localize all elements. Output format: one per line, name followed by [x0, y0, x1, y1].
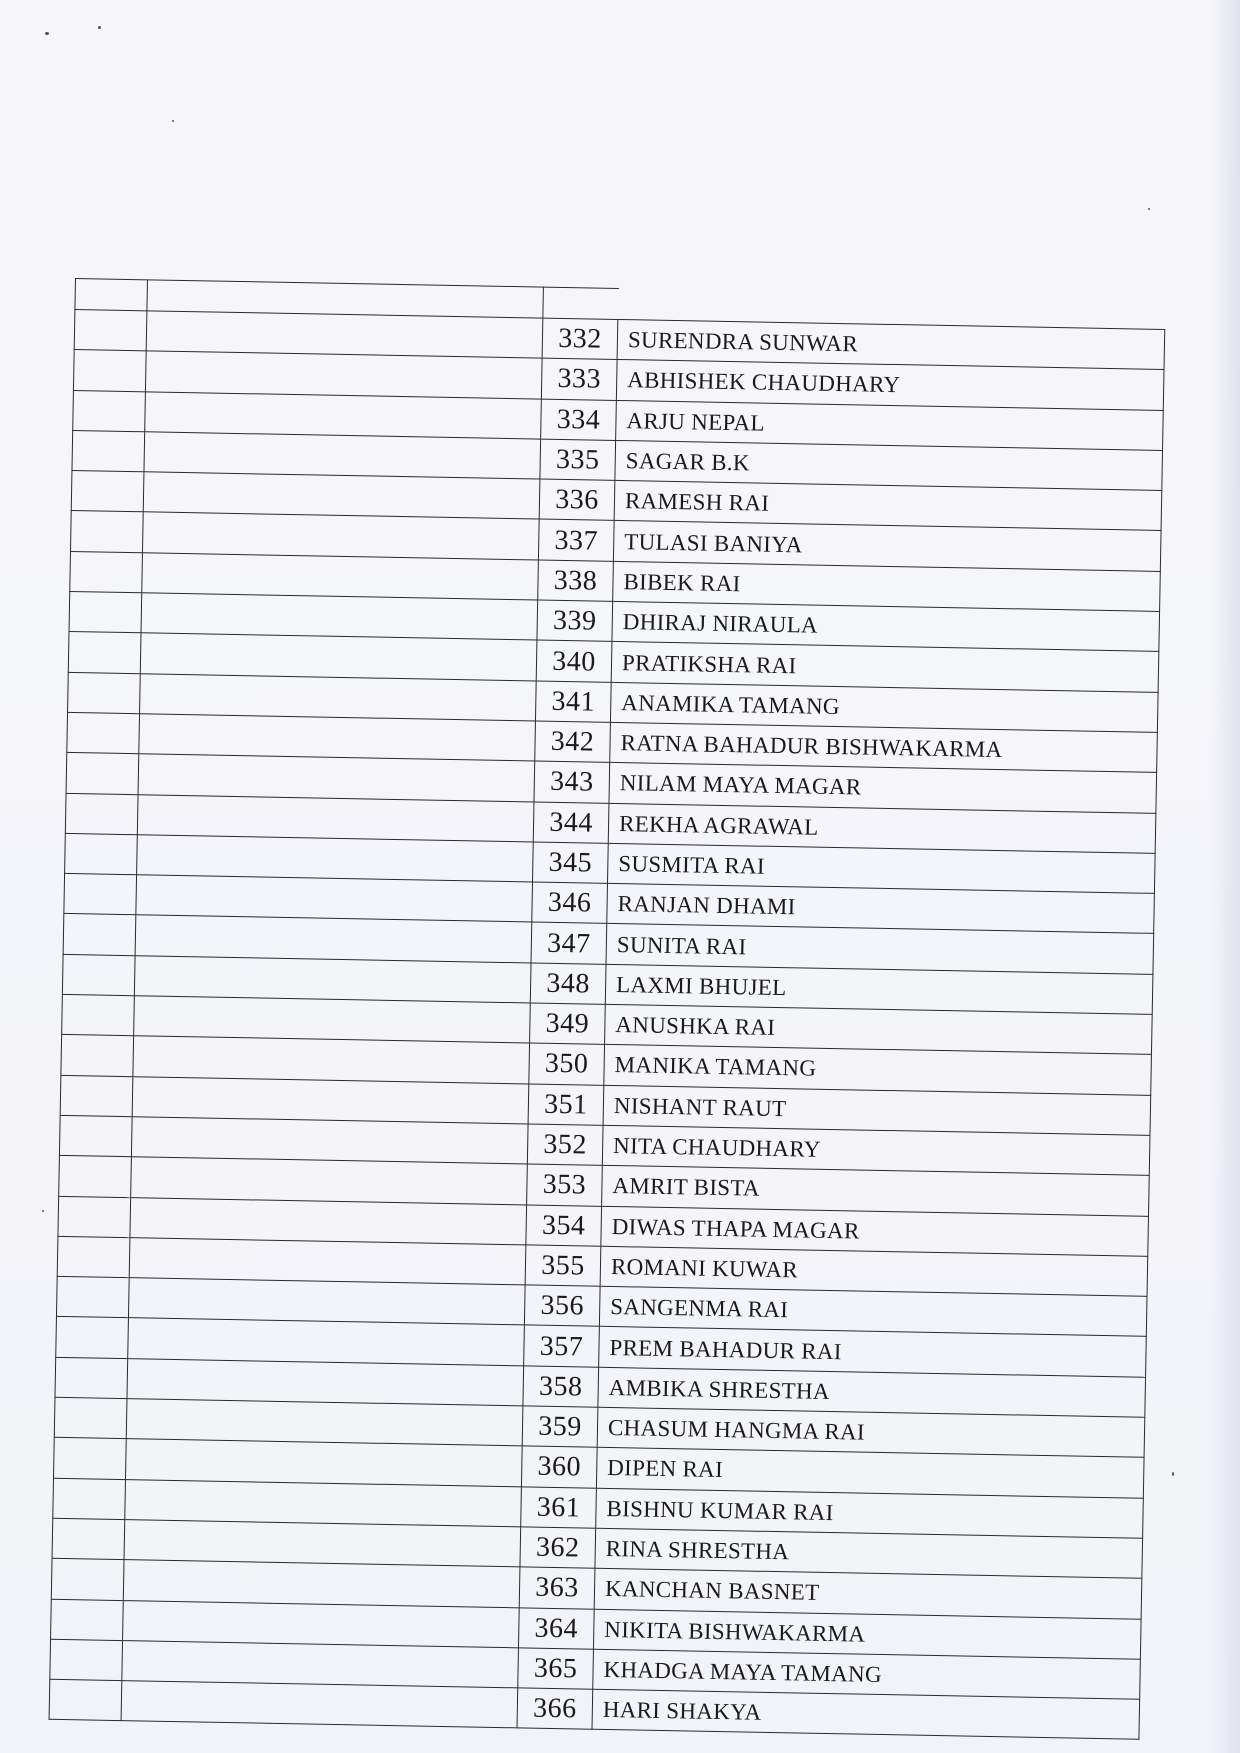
serial-number-cell: 362	[520, 1527, 596, 1569]
scan-speck	[42, 1210, 44, 1212]
person-name-cell: RINA SHRESTHA	[595, 1528, 1143, 1578]
person-name-cell: PREM BAHADUR RAI	[599, 1327, 1147, 1377]
serial-number-cell: 347	[531, 922, 607, 964]
blank-cell	[74, 310, 147, 352]
serial-number-cell: 337	[538, 520, 614, 562]
blank-cell	[60, 1075, 133, 1117]
person-name-cell: TULASI BANIYA	[613, 521, 1161, 571]
person-name-cell: DIWAS THAPA MAGAR	[601, 1206, 1149, 1256]
serial-number-cell: 364	[518, 1607, 594, 1649]
person-name-cell: LAXMI BHUJEL	[605, 964, 1153, 1014]
serial-number-cell: 352	[527, 1124, 603, 1166]
roster-table	[49, 278, 1166, 1740]
blank-cell	[51, 1558, 124, 1600]
serial-number-cell: 350	[529, 1043, 605, 1085]
blank-cell	[68, 672, 141, 714]
person-name-cell: CHASUM HANGMA RAI	[597, 1407, 1145, 1457]
person-name-cell: SUNITA RAI	[606, 924, 1154, 974]
blank-cell	[65, 833, 138, 875]
serial-number-cell: 355	[525, 1245, 601, 1287]
blank-cell	[53, 1478, 126, 1520]
serial-number-cell: 357	[524, 1325, 600, 1367]
blank-cell	[61, 1035, 134, 1077]
serial-number-cell: 335	[540, 439, 616, 481]
serial-number-cell: 343	[534, 761, 610, 803]
person-name-cell: SAGAR B.K	[615, 440, 1163, 490]
blank-cell	[57, 1236, 130, 1278]
serial-number-cell: 365	[518, 1648, 594, 1690]
roster-table-wrapper	[49, 278, 1165, 1740]
person-name-cell: NISHANT RAUT	[603, 1085, 1151, 1135]
serial-number-cell: 341	[535, 681, 611, 723]
serial-number-cell: 359	[522, 1406, 598, 1448]
blank-cell	[62, 954, 135, 996]
blank-cell	[69, 592, 142, 634]
blank-cell	[68, 632, 141, 674]
person-name-cell: BISHNU KUMAR RAI	[596, 1488, 1144, 1538]
serial-number-cell: 334	[541, 399, 617, 441]
serial-number-cell: 356	[524, 1285, 600, 1327]
person-name-cell: DHIRAJ NIRAULA	[612, 601, 1160, 651]
blank-cell	[121, 1681, 518, 1729]
person-name-cell: SURENDRA SUNWAR	[617, 319, 1165, 369]
blank-cell	[56, 1276, 129, 1318]
person-name-cell: RAMESH RAI	[614, 481, 1162, 531]
blank-cell	[73, 350, 146, 392]
scan-speck	[45, 32, 49, 35]
serial-number-cell: 353	[527, 1164, 603, 1206]
serial-number-cell: 354	[526, 1204, 602, 1246]
serial-number-cell: 345	[533, 842, 609, 884]
blank-cell	[66, 753, 139, 795]
serial-number-cell: 333	[541, 358, 617, 400]
blank-cell	[58, 1196, 131, 1238]
person-name-cell: REKHA AGRAWAL	[608, 803, 1156, 853]
person-name-cell: ARJU NEPAL	[616, 400, 1164, 450]
blank-cell	[543, 287, 619, 319]
scan-speck	[98, 26, 101, 29]
person-name-cell: MANIKA TAMANG	[604, 1045, 1152, 1095]
serial-number-cell: 344	[533, 802, 609, 844]
serial-number-cell: 366	[517, 1688, 593, 1730]
blank-cell	[54, 1397, 127, 1439]
blank-cell	[67, 712, 140, 754]
person-name-cell: SUSMITA RAI	[607, 843, 1155, 893]
person-name-cell: ROMANI KUWAR	[600, 1246, 1148, 1296]
person-name-cell: HARI SHAKYA	[592, 1689, 1140, 1739]
person-name-cell: PRATIKSHA RAI	[611, 642, 1159, 692]
serial-number-cell: 349	[530, 1003, 606, 1045]
blank-cell	[63, 914, 136, 956]
page-edge-shadow	[1210, 0, 1240, 1753]
blank-cell	[72, 430, 145, 472]
person-name-cell: DIPEN RAI	[596, 1448, 1144, 1498]
scan-speck	[172, 120, 174, 122]
person-name-cell: BIBEK RAI	[613, 561, 1161, 611]
blank-cell	[59, 1156, 132, 1198]
person-name-cell: AMBIKA SHRESTHA	[598, 1367, 1146, 1417]
blank-cell	[50, 1639, 123, 1681]
blank-cell	[62, 994, 135, 1036]
blank-cell	[71, 471, 144, 513]
blank-cell	[64, 874, 137, 916]
person-name-cell: NILAM MAYA MAGAR	[609, 763, 1157, 813]
serial-number-cell: 342	[535, 721, 611, 763]
blank-cell	[51, 1599, 124, 1641]
blank-cell	[52, 1518, 125, 1560]
scan-speck	[1172, 1472, 1174, 1476]
serial-number-cell: 351	[528, 1084, 604, 1126]
person-name-cell: ABHISHEK CHAUDHARY	[616, 360, 1164, 410]
person-name-cell: SANGENMA RAI	[599, 1286, 1147, 1336]
blank-cell	[49, 1679, 122, 1721]
serial-number-cell: 348	[530, 963, 606, 1005]
blank-cell	[55, 1357, 128, 1399]
serial-number-cell: 358	[523, 1366, 599, 1408]
blank-cell	[73, 390, 146, 432]
person-name-cell: NITA CHAUDHARY	[602, 1125, 1150, 1175]
serial-number-cell: 338	[538, 560, 614, 602]
person-name-cell: ANUSHKA RAI	[605, 1004, 1153, 1054]
blank-cell	[70, 551, 143, 593]
person-name-cell: NIKITA BISHWAKARMA	[593, 1609, 1141, 1659]
person-name-cell: KHADGA MAYA TAMANG	[593, 1649, 1141, 1699]
serial-number-cell: 363	[519, 1567, 595, 1609]
blank-cell	[56, 1317, 129, 1359]
scan-speck	[1148, 208, 1150, 210]
serial-number-cell: 339	[537, 600, 613, 642]
blank-cell	[59, 1115, 132, 1157]
roster-table-body	[49, 279, 1165, 1740]
serial-number-cell: 332	[542, 318, 618, 360]
serial-number-cell: 340	[536, 640, 612, 682]
serial-number-cell: 336	[539, 479, 615, 521]
blank-cell	[75, 279, 148, 311]
person-name-cell: ANAMIKA TAMANG	[610, 682, 1158, 732]
blank-cell	[65, 793, 138, 835]
person-name-cell: RANJAN DHAMI	[607, 884, 1155, 934]
blank-cell	[54, 1438, 127, 1480]
serial-number-cell: 360	[521, 1446, 597, 1488]
person-name-cell: RATNA BAHADUR BISHWAKARMA	[610, 722, 1158, 772]
blank-cell	[70, 511, 143, 553]
serial-number-cell: 346	[532, 882, 608, 924]
person-name-cell: AMRIT BISTA	[602, 1166, 1150, 1216]
person-name-cell: KANCHAN BASNET	[594, 1568, 1142, 1618]
serial-number-cell: 361	[521, 1486, 597, 1528]
